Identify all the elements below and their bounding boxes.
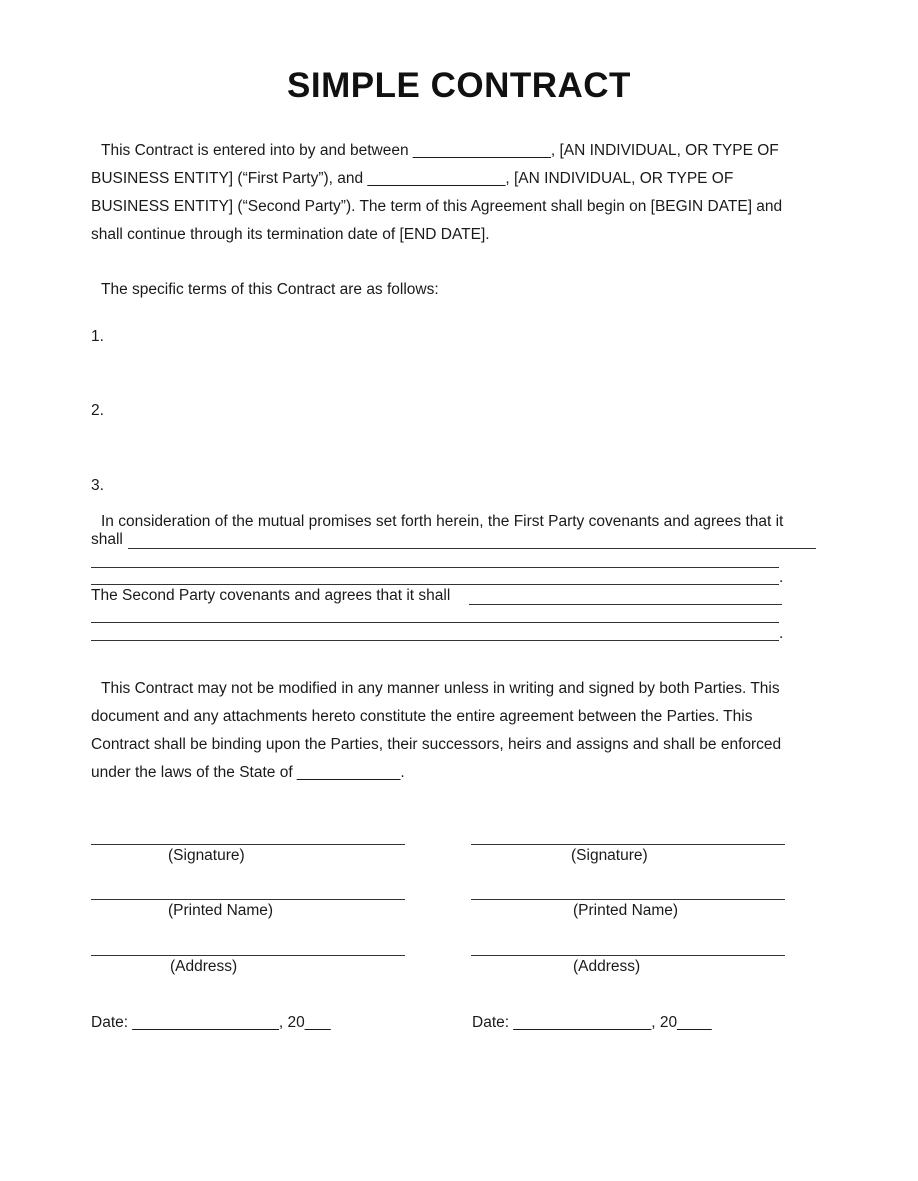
first-party-blank-3[interactable] bbox=[91, 584, 779, 585]
modification-line-4: under the laws of the State of ____________. bbox=[91, 764, 405, 781]
first-party-shall-label: shall bbox=[91, 531, 123, 548]
printed-name-label-right: (Printed Name) bbox=[573, 902, 679, 919]
printed-name-line-right[interactable] bbox=[471, 899, 785, 900]
modification-line-3: Contract shall be binding upon the Parties, their successors, heirs and assigns and shall be enforced bbox=[91, 736, 782, 753]
date-left: Date: _________________, 20___ bbox=[91, 1014, 331, 1031]
first-party-blank-2[interactable] bbox=[91, 567, 779, 568]
second-party-blank-3[interactable] bbox=[91, 640, 779, 641]
intro-line-2: BUSINESS ENTITY] (“First Party”), and ________________, [AN INDIVIDUAL, OR TYPE OF bbox=[91, 170, 734, 187]
modification-paragraph bbox=[91, 675, 831, 787]
consideration-line-1: In consideration of the mutual promises set forth herein, the First Party covenants and agrees that it bbox=[101, 513, 784, 530]
terms-intro bbox=[91, 276, 831, 304]
printed-name-label-left: (Printed Name) bbox=[168, 902, 274, 919]
address-line-left[interactable] bbox=[91, 955, 405, 956]
second-party-period: . bbox=[779, 625, 784, 642]
first-party-period: . bbox=[779, 569, 784, 586]
address-label-right: (Address) bbox=[573, 958, 641, 975]
modification-line-2: document and any attachments hereto constitute the entire agreement between the Parties. This bbox=[91, 708, 753, 725]
term-number-1: 1. bbox=[91, 328, 104, 345]
term-number-2: 2. bbox=[91, 402, 104, 419]
terms-intro-text: The specific terms of this Contract are as follows: bbox=[101, 281, 439, 298]
intro-paragraph bbox=[91, 137, 831, 249]
address-label-left: (Address) bbox=[170, 958, 238, 975]
signature-label-right: (Signature) bbox=[571, 847, 648, 864]
signature-line-right[interactable] bbox=[471, 844, 785, 845]
intro-line-1: This Contract is entered into by and between ________________, [AN INDIVIDUAL, OR TYPE OF bbox=[101, 142, 779, 159]
first-party-blank-1[interactable] bbox=[128, 548, 816, 549]
modification-line-1: This Contract may not be modified in any manner unless in writing and signed by both Parties. This bbox=[101, 680, 780, 697]
intro-line-4: shall continue through its termination date of [END DATE]. bbox=[91, 226, 490, 243]
second-party-blank-2[interactable] bbox=[91, 622, 779, 623]
address-line-right[interactable] bbox=[471, 955, 785, 956]
term-number-3: 3. bbox=[91, 477, 104, 494]
signature-label-left: (Signature) bbox=[168, 847, 245, 864]
second-party-label: The Second Party covenants and agrees that it shall bbox=[91, 587, 451, 604]
date-right: Date: ________________, 20____ bbox=[472, 1014, 712, 1031]
document-title: SIMPLE CONTRACT bbox=[287, 66, 631, 105]
printed-name-line-left[interactable] bbox=[91, 899, 405, 900]
signature-line-left[interactable] bbox=[91, 844, 405, 845]
second-party-blank-1[interactable] bbox=[469, 604, 782, 605]
intro-line-3: BUSINESS ENTITY] (“Second Party”). The term of this Agreement shall begin on [BEGIN DATE] and bbox=[91, 198, 783, 215]
